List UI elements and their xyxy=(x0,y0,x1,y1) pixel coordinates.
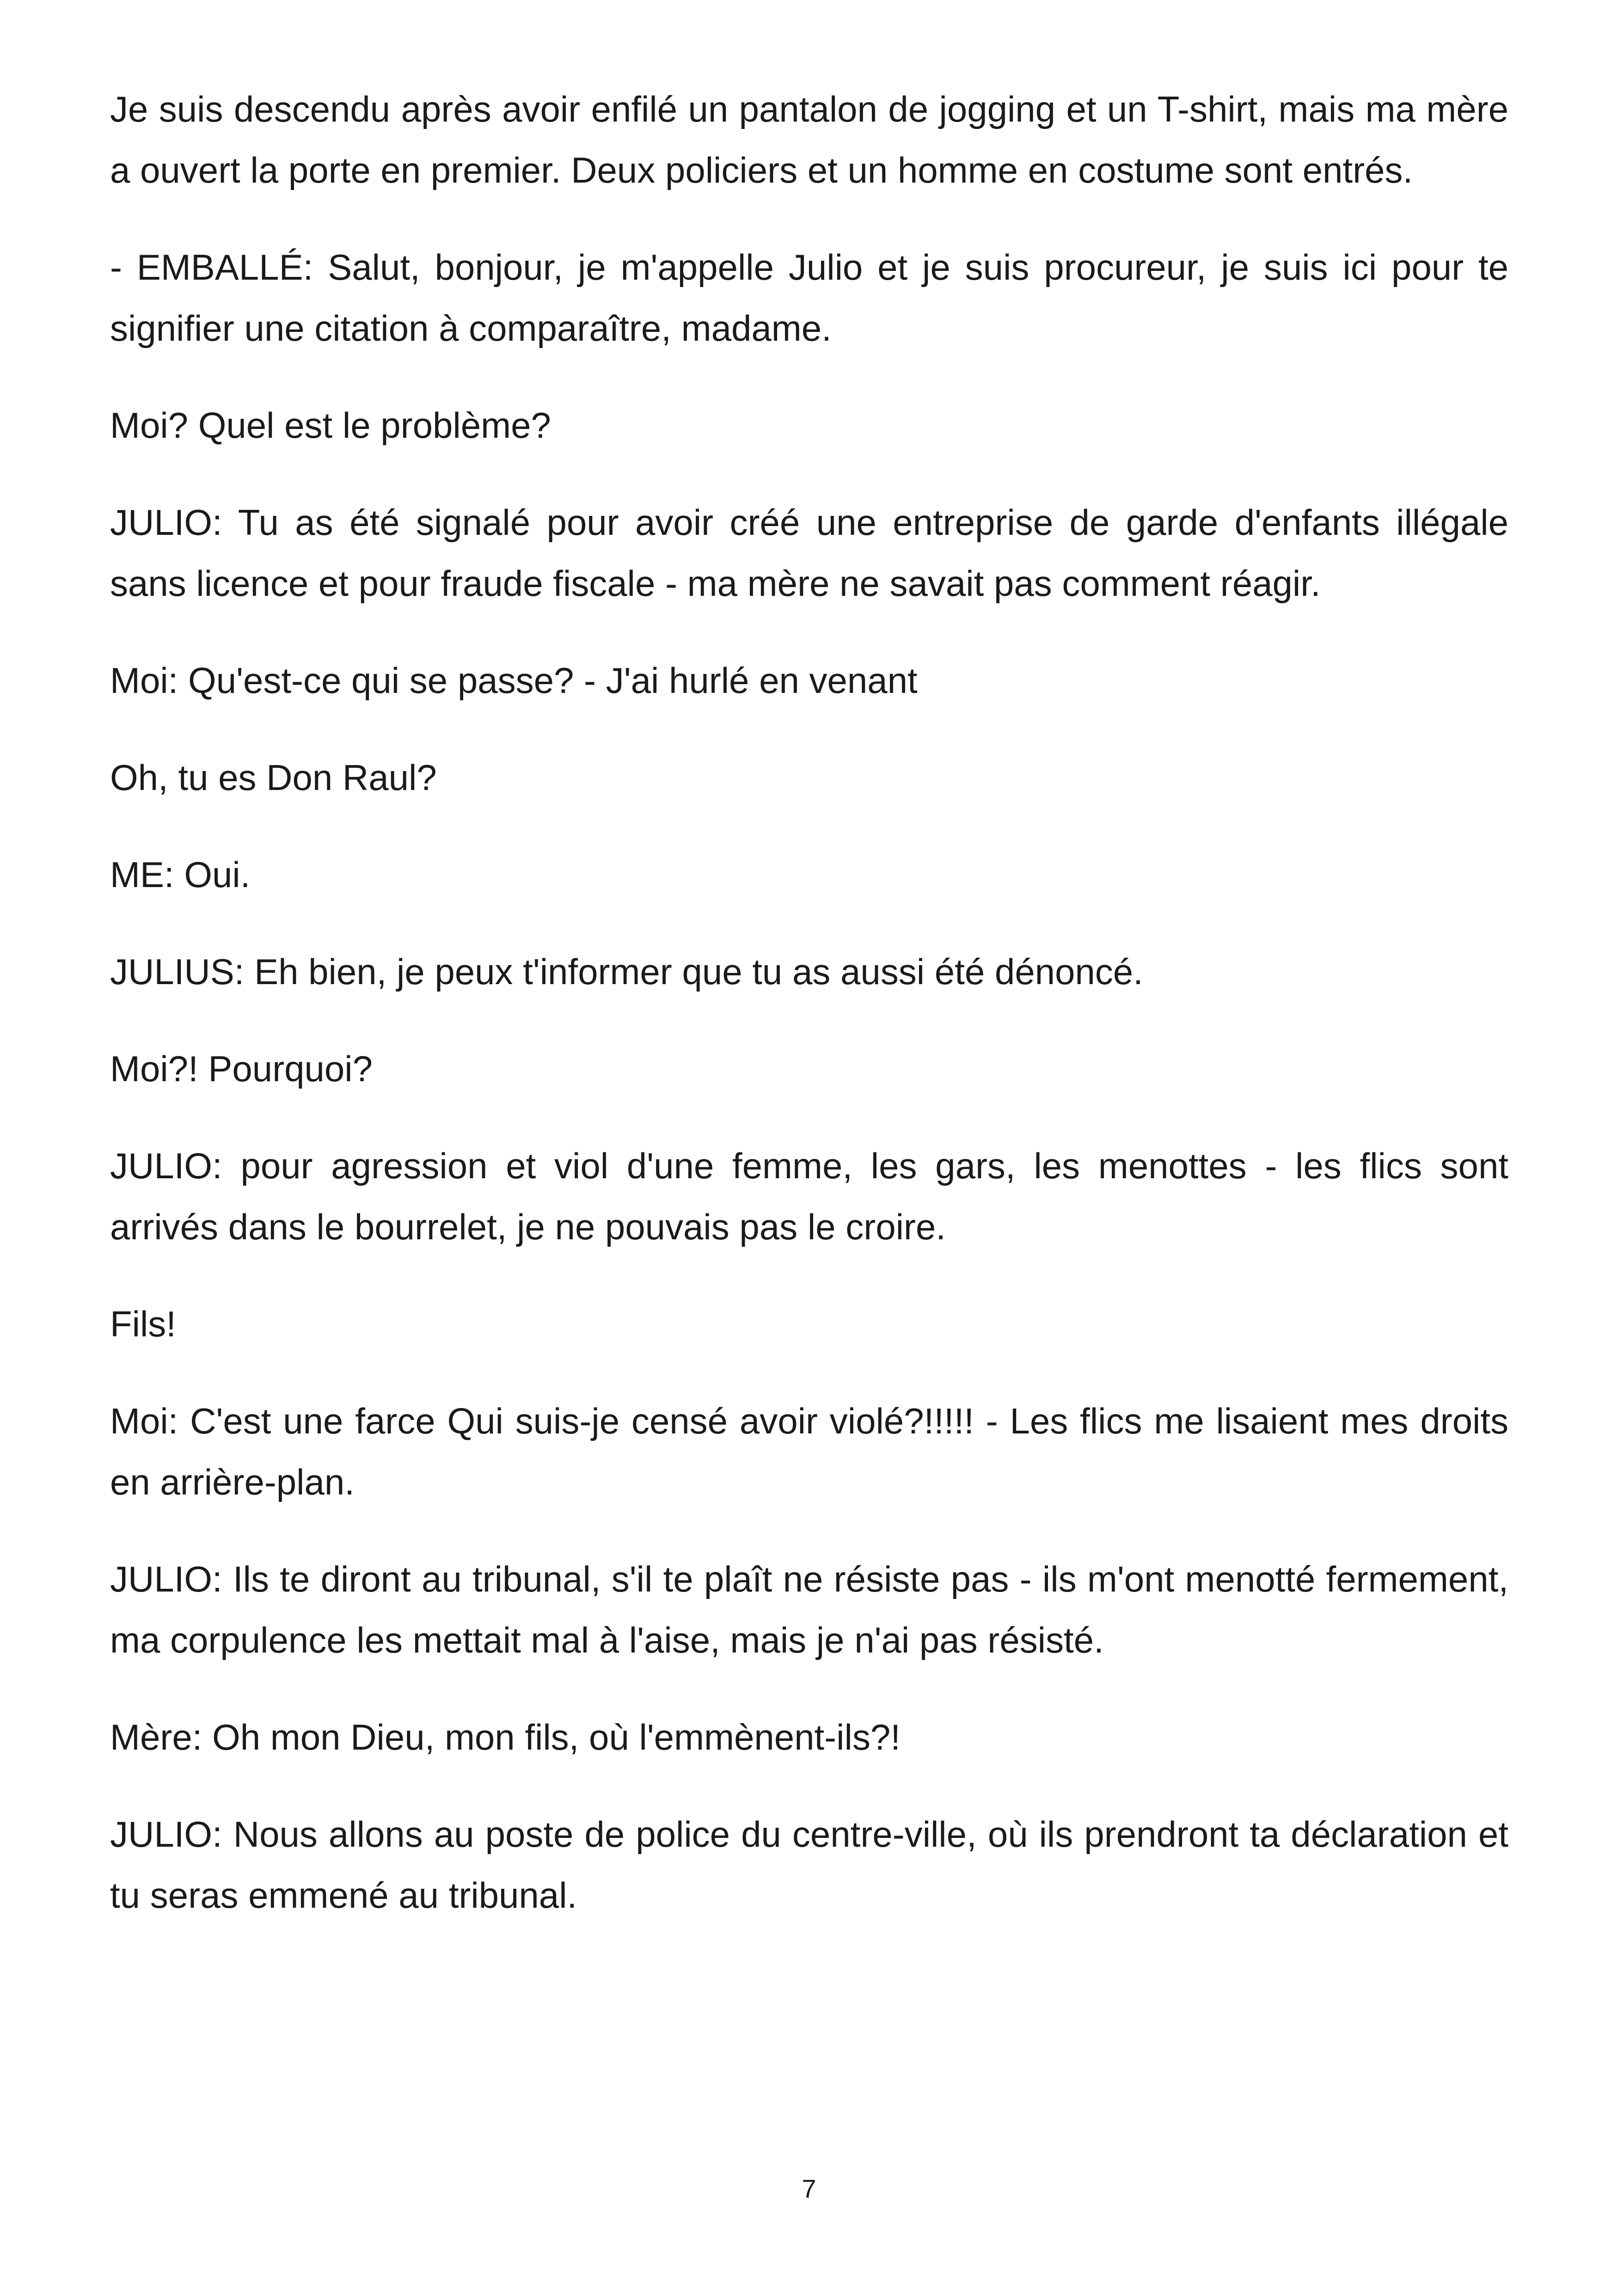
paragraph-8: JULIUS: Eh bien, je peux t'informer que tu as aussi été dénoncé. xyxy=(110,951,1143,992)
paragraph-11: Fils! xyxy=(110,1304,176,1344)
paragraph-4: JULIO: Tu as été signalé pour avoir créé une entreprise de garde d'enfants illégale sans licence et pour fraude fiscale - ma mère ne savait pas comment réagir. xyxy=(110,502,1508,604)
paragraph-10: JULIO: pour agression et viol d'une femme, les gars, les menottes - les flics sont arrivés dans le bourrelet, je ne pouvais pas le croire. xyxy=(110,1145,1508,1247)
page-body xyxy=(110,79,1508,1962)
paragraph-1: Je suis descendu après avoir enfilé un pantalon de jogging et un T-shirt, mais ma mère a ouvert la porte en premier. Deux policiers et un homme en costume sont entrés. xyxy=(110,89,1508,190)
paragraph-6: Oh, tu es Don Raul? xyxy=(110,757,437,798)
paragraph-3: Moi? Quel est le problème? xyxy=(110,405,551,446)
paragraph-13: JULIO: Ils te diront au tribunal, s'il te plaît ne résiste pas - ils m'ont menotté fermement, ma corpulence les mettait mal à l'aise, mais je n'ai pas résisté. xyxy=(110,1559,1508,1660)
page-number: 7 xyxy=(802,2174,816,2203)
paragraph-7: ME: Oui. xyxy=(110,854,251,895)
paragraph-2: - EMBALLÉ: Salut, bonjour, je m'appelle Julio et je suis procureur, je suis ici pour te signifier une citation à comparaître, madame. xyxy=(110,247,1508,349)
paragraph-15: JULIO: Nous allons au poste de police du centre-ville, où ils prendront ta déclaration et tu seras emmené au tribunal. xyxy=(110,1814,1508,1916)
paragraph-5: Moi: Qu'est-ce qui se passe? - J'ai hurlé en venant xyxy=(110,660,918,701)
paragraph-9: Moi?! Pourquoi? xyxy=(110,1048,373,1089)
paragraph-14: Mère: Oh mon Dieu, mon fils, où l'emmènent-ils?! xyxy=(110,1717,901,1757)
paragraph-12: Moi: C'est une farce Qui suis-je censé avoir violé?!!!!! - Les flics me lisaient mes droits en arrière-plan. xyxy=(110,1401,1508,1502)
